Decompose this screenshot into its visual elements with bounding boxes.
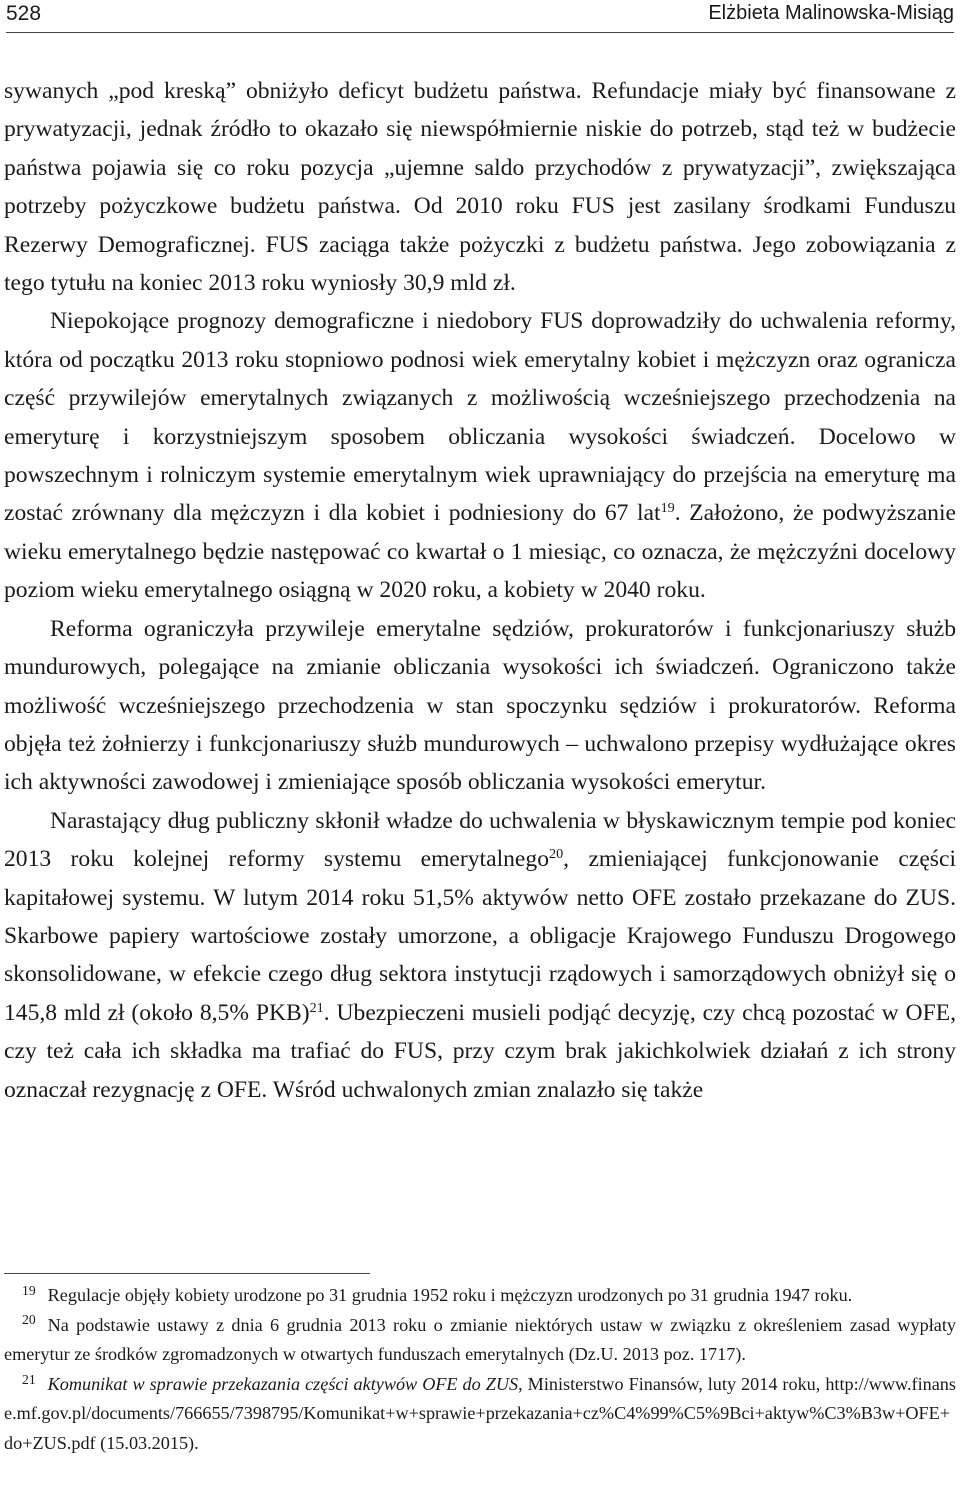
footnote-19: $^{19}$ Regulacje objęły kobiety urodzone po 31 grudnia 1952 roku i mężczyzn urodzonych po 31 grudnia 1947 roku.	[22, 1282, 853, 1305]
running-head-author: Elżbieta Malinowska-Misiąg	[708, 2, 954, 24]
page-header	[6, 0, 954, 32]
footnote-number: 21	[22, 1371, 36, 1387]
page-number: 528	[6, 2, 42, 25]
paragraph-2: Niepokojące prognozy demograficzne i niedobory FUS doprowadziły do uchwalenia reformy, która od początku 2013 roku stopniowo podnosi wiek emerytalny kobiet i mężczyzn oraz ogranicza część przywilejów emerytalnych związanych z możliwością wcześniejszego przechodzenia na emeryturę i korzystniejszym sposobem obliczania wysokości świadczeń. Docelowo w powszechnym i rolniczym systemie emerytalnym wiek uprawniający do przejścia na emeryturę ma zostać zrównany dla mężczyzn i dla kobiet i podniesiony do 67 lat$^{19}$. Założono, że podwyższanie wieku emerytalnego będzie następować co kwartał o 1 miesiąc, co oznacza, że mężczyźni docelowy poziom wieku emerytalnego osiągną w 2020 roku, a kobiety w 2040 roku.	[4, 308, 956, 604]
footnote-separator	[4, 1273, 370, 1274]
footnotes	[4, 1281, 956, 1459]
footnote-source-title: Komunikat w sprawie przekazania części aktywów OFE do ZUS	[47, 1373, 519, 1394]
paragraph-4: Narastający dług publiczny skłonił władze do uchwalenia w błyskawicznym tempie pod koniec 2013 roku kolejnej reformy systemu emerytalnego$^{20}$, zmieniającej funkcjonowanie części kapitałowej systemu. W lutym 2014 roku 51,5% aktywów netto OFE zostało przekazane do ZUS. Skarbowe papiery wartościowe zostały umorzone, a obligacje Krajowego Funduszu Drogowego skonsolidowane, w efekcie czego dług sektora instytucji rządowych i samorządowych obniżył się o 145,8 mld zł (około 8,5% PKB)$^{21}$. Ubezpieczeni musieli podjąć decyzję, czy chcą pozostać w OFE, czy też cała ich składka ma trafiać do FUS, przy czym brak jakichkolwiek działań z ich strony oznaczał rezygnację z OFE. Wśród uchwalonych zmian znalazło się także	[4, 807, 957, 1103]
footnote-ref-20[interactable]: 20	[549, 846, 564, 863]
main-text	[4, 72, 956, 1109]
footnote-ref-21[interactable]: 21	[309, 999, 324, 1016]
footnote-21: $^{21}$ Komunikat w sprawie przekazania części aktywów OFE do ZUS, Ministerstwo Finansów, luty 2014 roku, http://www.finanse.mf.gov.pl/documents/766655/7398795/Komunikat+w+sprawie+przekazania+cz%C4%99%C5%9Bci+aktyw%C3%B3w+OFE+do+ZUS.pdf (15.03.2015).	[4, 1371, 956, 1453]
footnote-20: $^{20}$ Na podstawie ustawy z dnia 6 grudnia 2013 roku o zmianie niektórych ustaw w związku z określeniem zasad wypłaty emerytur ze środków zgromadzonych w otwartych funduszach emerytalnych (Dz.U. 2013 poz. 1717).	[4, 1312, 956, 1365]
footnote-number: 20	[22, 1312, 36, 1328]
footnote-ref-19[interactable]: 19	[660, 500, 675, 517]
footnote-number: 19	[22, 1282, 36, 1298]
paragraph-1: sywanych „pod kreską” obniżyło deficyt budżetu państwa. Refundacje miały być finansowane z prywatyzacji, jednak źródło to okazało się niewspółmiernie niskie do potrzeb, stąd też w budżecie państwa pojawia się co roku pozycja „ujemne saldo przychodów z prywatyzacji”, zwiększająca potrzeby pożyczkowe budżetu państwa. Od 2010 roku FUS jest zasilany środkami Funduszu Rezerwy Demograficznej. FUS zaciąga także pożyczki z budżetu państwa. Jego zobowiązania z tego tytułu na koniec 2013 roku wyniosły 30,9 mld zł.	[4, 78, 956, 297]
header-rule	[6, 32, 954, 33]
paragraph-3: Reforma ograniczyła przywileje emerytalne sędziów, prokuratorów i funkcjonariuszy służb mundurowych, polegające na zmianie obliczania wysokości ich świadczeń. Ograniczono także możliwość wcześniejszego przechodzenia w stan spoczynku sędziów i prokuratorów. Reforma objęła też żołnierzy i funkcjonariuszy służb mundurowych – uchwalono przepisy wydłużające okres ich aktywności zawodowej i zmieniające sposób obliczania wysokości emerytur.	[4, 615, 956, 796]
footnote-source-link[interactable]: http://www.finanse.mf.gov.pl/documents/766655/7398795/Komunikat+w+sprawie+przekazania+cz%C4%99%C5%9Bci+aktyw%C3%B3w+OFE+do+ZUS.pdf	[4, 1373, 956, 1453]
